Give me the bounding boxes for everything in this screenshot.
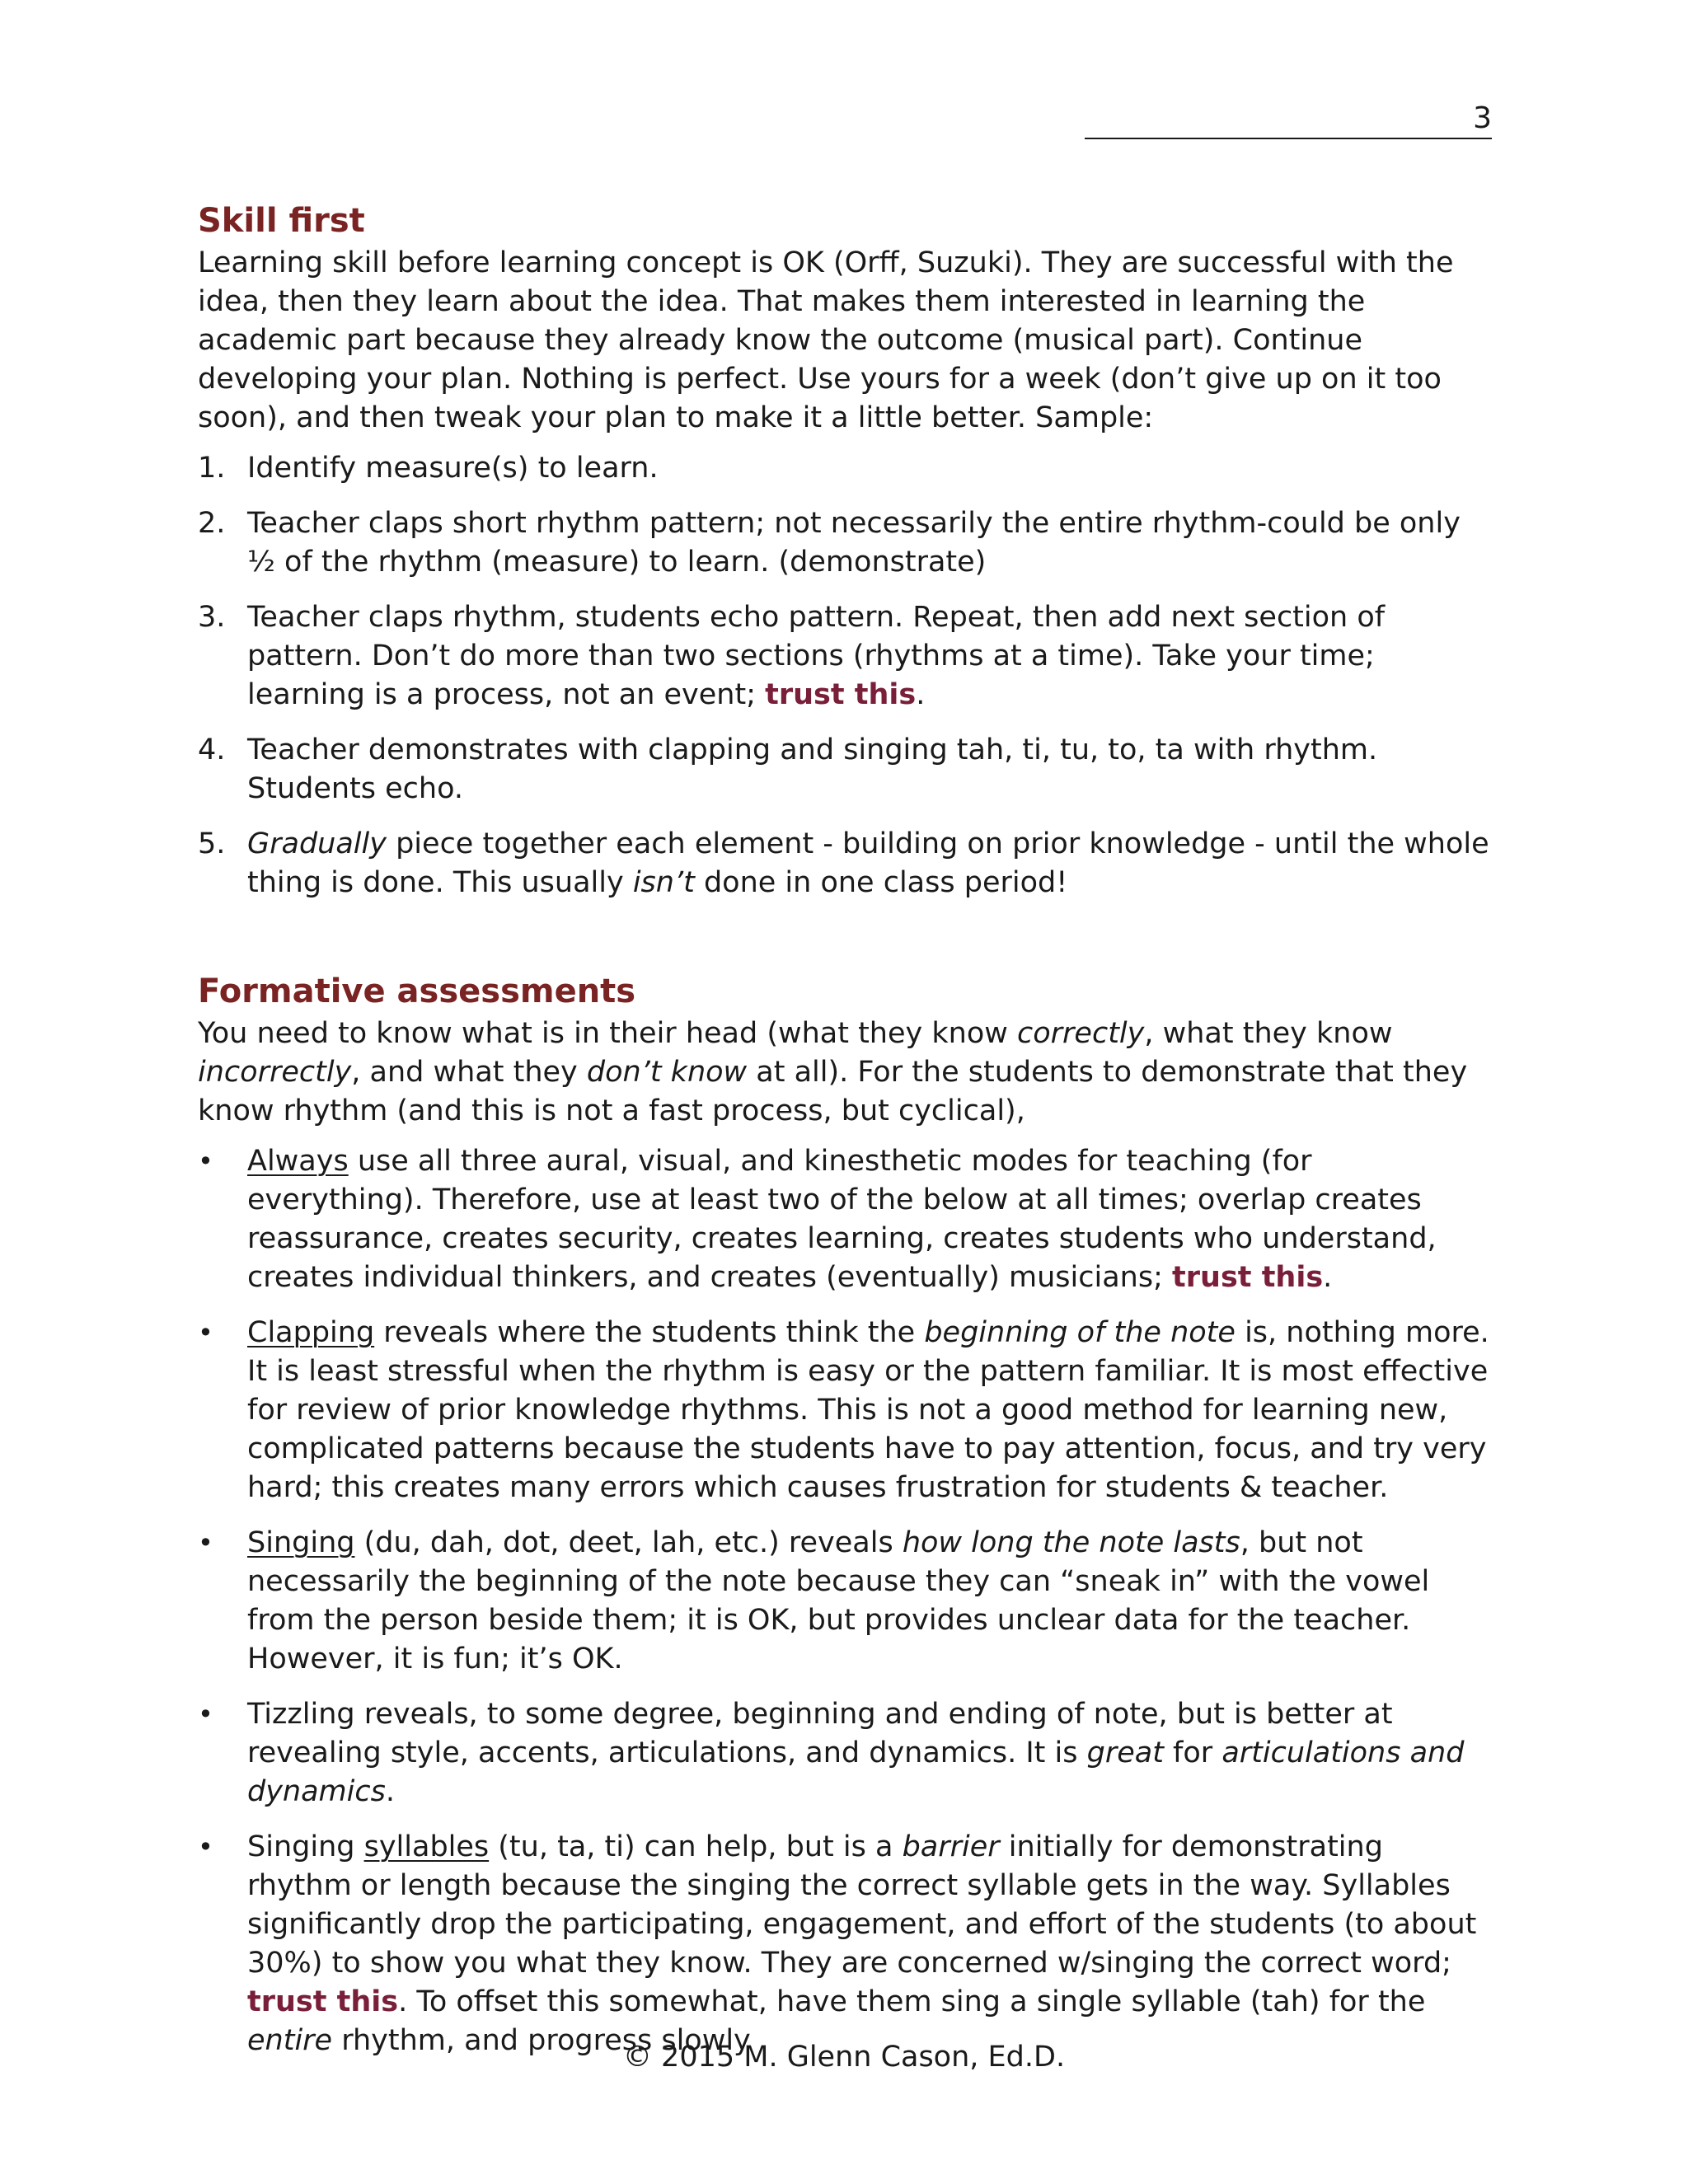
list-text: Teacher claps rhythm, students echo pattern. Repeat, then add next section of pattern. Don’t do more than two sections (rhythms at a time). Take your time; learning is a process, not an event;: [247, 601, 1386, 711]
list-item: [198, 1828, 1496, 2060]
page-footer: © 2015 M. Glenn Cason, Ed.D.: [622, 2041, 1066, 2074]
italic-text: how long the note lasts: [902, 1526, 1240, 1559]
list-item: [198, 1695, 1496, 1811]
list-item: [198, 1314, 1496, 1507]
underlined-term: Always: [247, 1145, 349, 1178]
list-text: Identify measure(s) to learn.: [247, 452, 659, 485]
section-intro: Learning skill before learning concept is OK (Orff, Suzuki). They are successful with the idea, then they learn about the idea. That makes them interested in learning the academic part because they already know the outcome (musical part). Continue developing your plan. Nothing is perfect. Use yours for a week (don’t give up on it too soon), and then tweak your plan to make it a little better. Sample:: [198, 246, 1454, 434]
section-spacer: [198, 919, 1496, 968]
list-text: (tu, ta, ti) can help, but is a: [489, 1830, 903, 1863]
list-text: Teacher demonstrates with clapping and singing tah, ti, tu, to, ta with rhythm. Students echo.: [247, 733, 1378, 805]
bullet-icon: •: [198, 1699, 213, 1730]
list-text: .: [916, 678, 926, 711]
italic-text: beginning of the note: [924, 1316, 1236, 1349]
intro-text: at all). For the students to demonstrate that they know rhythm (and this is not a fast process, but cyclical),: [198, 1056, 1468, 1127]
list-text: is, nothing more. It is least stressful when the rhythm is easy or the pattern familiar. It is most effective for review of prior knowledge rhythms. This is not a good method for learning new, complicated patterns because the students have to pay attention, focus, and try very hard; this creates many errors which causes frustration for students & teacher.: [247, 1316, 1489, 1504]
list-text: Tizzling reveals, to some degree, beginning and ending of note, but is better at revealing style, accents, articulations, and dynamics. It is: [247, 1698, 1393, 1769]
bullet-icon: •: [198, 1831, 213, 1863]
list-text: use all three aural, visual, and kinesthetic modes for teaching (for everything). Therefore, use at least two of the below at all times; overlap creates reassurance, creates security, creates learning, creates students who understand, creates individual thinkers, and creates (eventually) musicians;: [247, 1145, 1437, 1294]
underlined-term: Clapping: [247, 1316, 375, 1349]
list-item: [198, 825, 1496, 902]
list-text: reveals where the students think the: [374, 1316, 925, 1349]
list-text: rhythm, and progress slowly: [332, 2024, 751, 2057]
list-text: .: [1323, 1261, 1333, 1294]
list-item: [198, 1524, 1496, 1679]
italic-text: great: [1086, 1736, 1164, 1769]
numbered-steps: [198, 449, 1496, 902]
list-number: 4.: [198, 733, 226, 766]
section-formative-assessments: [198, 968, 1496, 2060]
list-number: 1.: [198, 452, 226, 485]
intro-text: You need to know what is in their head (what they know: [198, 1017, 1017, 1050]
list-item: [198, 598, 1496, 715]
italic-text: articulations and dynamics: [247, 1736, 1465, 1808]
list-number: 3.: [198, 601, 226, 634]
list-item: [198, 731, 1496, 808]
document-body: [198, 198, 1496, 2077]
list-text: piece together each element - building on prior knowledge - until the whole thing is done. This usually: [247, 827, 1489, 899]
section-heading: Skill first: [198, 202, 365, 240]
list-number: 2.: [198, 507, 226, 540]
header-rule: [1085, 138, 1492, 139]
italic-text: correctly: [1016, 1017, 1145, 1050]
list-text: (du, dah, dot, deet, lah, etc.) reveals: [354, 1526, 903, 1559]
bullet-icon: •: [198, 1146, 213, 1177]
bullet-list: [198, 1142, 1496, 2060]
list-text: .: [385, 1775, 395, 1808]
italic-text: incorrectly: [198, 1056, 352, 1089]
intro-text: , what they know: [1144, 1017, 1393, 1050]
list-number: 5.: [198, 827, 226, 860]
intro-text: , and what they: [351, 1056, 587, 1089]
list-text: , but not necessarily the beginning of the note because they can “sneak in” with the vowel from the person beside them; it is OK, but provides unclear data for the teacher. However, it is fun; it’s OK.: [247, 1526, 1430, 1675]
section-skill-first: [198, 198, 1496, 902]
list-text: . To offset this somewhat, have them sing a single syllable (tah) for the: [398, 1985, 1426, 2018]
emphasis-trust-this: trust this: [1172, 1261, 1324, 1294]
underlined-term: syllables: [363, 1830, 490, 1863]
list-text: initially for demonstrating rhythm or length because the singing the correct syllable gets in the way. Syllables significantly drop the participating, engagement, and effort of the students (to about 30%) to show you what they know. They are concerned w/singing the correct word;: [247, 1830, 1477, 1980]
page-number: 3: [1473, 101, 1492, 135]
underlined-term: Singing: [247, 1526, 355, 1559]
italic-text: barrier: [902, 1830, 1000, 1863]
italic-text: entire: [247, 2024, 333, 2057]
list-item: [198, 1142, 1496, 1297]
list-item: [198, 449, 1496, 488]
emphasis-trust-this: trust this: [765, 678, 917, 711]
italic-text: Gradually: [247, 827, 387, 860]
emphasis-trust-this: trust this: [247, 1985, 399, 2018]
list-item: [198, 504, 1496, 582]
section-intro: [198, 1015, 1496, 1131]
section-heading: Formative assessments: [198, 972, 636, 1010]
list-text: for: [1163, 1736, 1222, 1769]
italic-text: don’t know: [586, 1056, 748, 1089]
list-text: Singing: [247, 1830, 364, 1863]
list-text: Teacher claps short rhythm pattern; not necessarily the entire rhythm-could be only ½ of the rhythm (measure) to learn. (demonstrate): [247, 507, 1461, 579]
bullet-icon: •: [198, 1317, 213, 1348]
italic-text: isn’t: [632, 866, 695, 899]
bullet-icon: •: [198, 1527, 213, 1558]
list-text: done in one class period!: [694, 866, 1068, 899]
